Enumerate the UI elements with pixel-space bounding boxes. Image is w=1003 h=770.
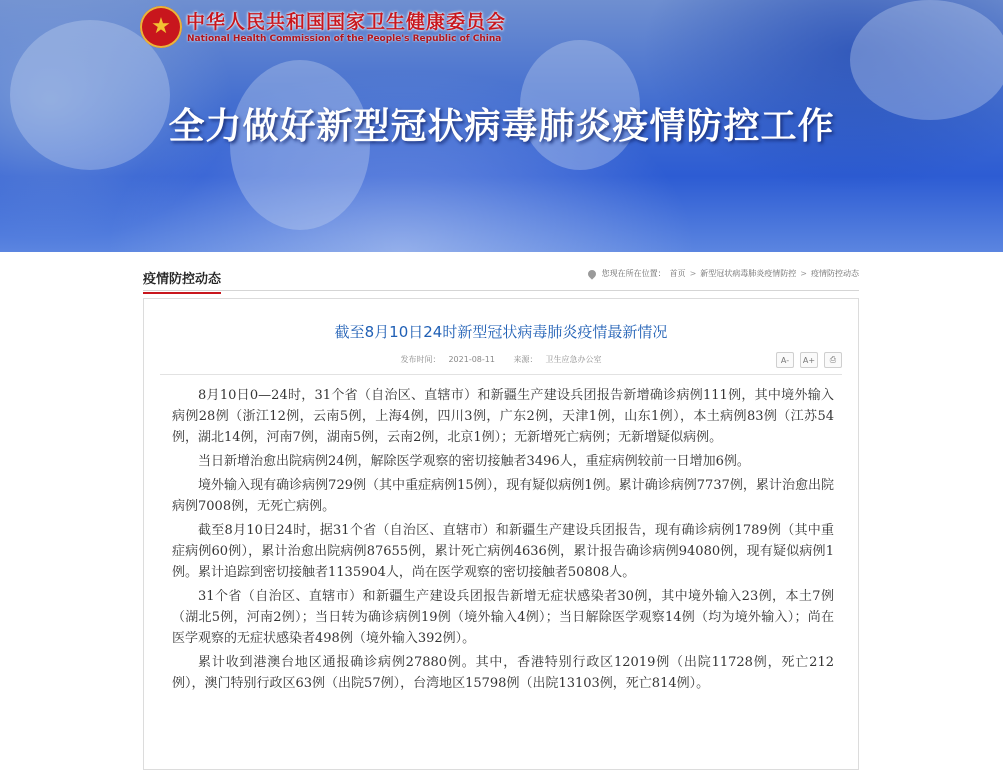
breadcrumb-item-home[interactable]: 首页 [669,269,686,278]
article-paragraph: 31个省（自治区、直辖市）和新疆生产建设兵团报告新增无症状感染者30例，其中境外输入23例，本土7例（湖北5例，河南2例）；当日转为确诊病例19例（境外输入4例）；当日解除医学观察14例（均为境外输入）；尚在医学观察的无症状感染者498例（境外输入392例）。 [172,589,834,646]
article-body [172,385,834,697]
publish-date: 2021-08-11 [448,355,495,364]
print-icon[interactable]: ⎙ [824,352,842,368]
article-title: 截至8月10日24时新型冠状病毒肺炎疫情最新情况 [334,323,668,341]
article-meta [144,354,858,365]
article-paragraph: 累计收到港澳台地区通报确诊病例27880例。其中，香港特别行政区12019例（出院11728例，死亡212例），澳门特别行政区63例（出院57例），台湾地区15798例（出院13103例，死亡814例）。 [172,655,834,691]
source-label: 来源： [513,355,538,364]
font-larger-button[interactable]: A+ [800,352,818,368]
breadcrumb-item-epidemic[interactable]: 新型冠状病毒肺炎疫情防控 [700,269,797,278]
org-name-en: National Health Commission of the People's Republic of China [187,34,502,44]
font-smaller-button[interactable]: A- [776,352,794,368]
breadcrumb-separator: > [800,269,807,278]
article-source: 卫生应急办公室 [545,355,602,364]
article-tools [776,352,842,368]
section-header [143,262,859,291]
breadcrumb [588,268,859,279]
national-emblem-icon[interactable] [140,6,182,48]
section-title[interactable]: 疫情防控动态 [143,268,221,294]
breadcrumb-item-current[interactable]: 疫情防控动态 [811,269,859,278]
article-divider [160,374,842,375]
location-pin-icon [586,268,597,279]
article-paragraph: 境外输入现有确诊病例729例（其中重症病例15例），现有疑似病例1例。累计确诊病例7737例，累计治愈出院病例7008例，无死亡病例。 [172,478,834,514]
article-paragraph: 当日新增治愈出院病例24例，解除医学观察的密切接触者3496人，重症病例较前一日增加6例。 [198,454,750,469]
banner-headline: 全力做好新型冠状病毒肺炎疫情防控工作 [168,106,835,147]
date-label: 发布时间： [400,355,441,364]
star-icon: ★ [151,14,171,39]
breadcrumb-separator: > [689,269,697,278]
article-paragraph: 8月10日0—24时，31个省（自治区、直辖市）和新疆生产建设兵团报告新增确诊病例111例，其中境外输入病例28例（浙江12例，云南5例，上海4例，四川3例，广东2例，天津1例，山东1例），本土病例83例（江苏54例，湖北14例，河南7例，湖南5例，云南2例，北京1例）；无新增死亡病例；无新增疑似病例。 [172,388,834,445]
org-name-cn[interactable]: 中华人民共和国国家卫生健康委员会 [186,11,507,33]
header-banner [0,0,1003,252]
article-card [143,298,859,770]
breadcrumb-prefix: 您现在所在位置： [601,269,666,278]
article-paragraph: 截至8月10日24时，据31个省（自治区、直辖市）和新疆生产建设兵团报告，现有确诊病例1789例（其中重症病例60例），累计治愈出院病例87655例，累计死亡病例4636例，累计报告确诊病例94080例，现有疑似病例1例。累计追踪到密切接触者1135904人，尚在医学观察的密切接触者50808人。 [172,523,834,580]
